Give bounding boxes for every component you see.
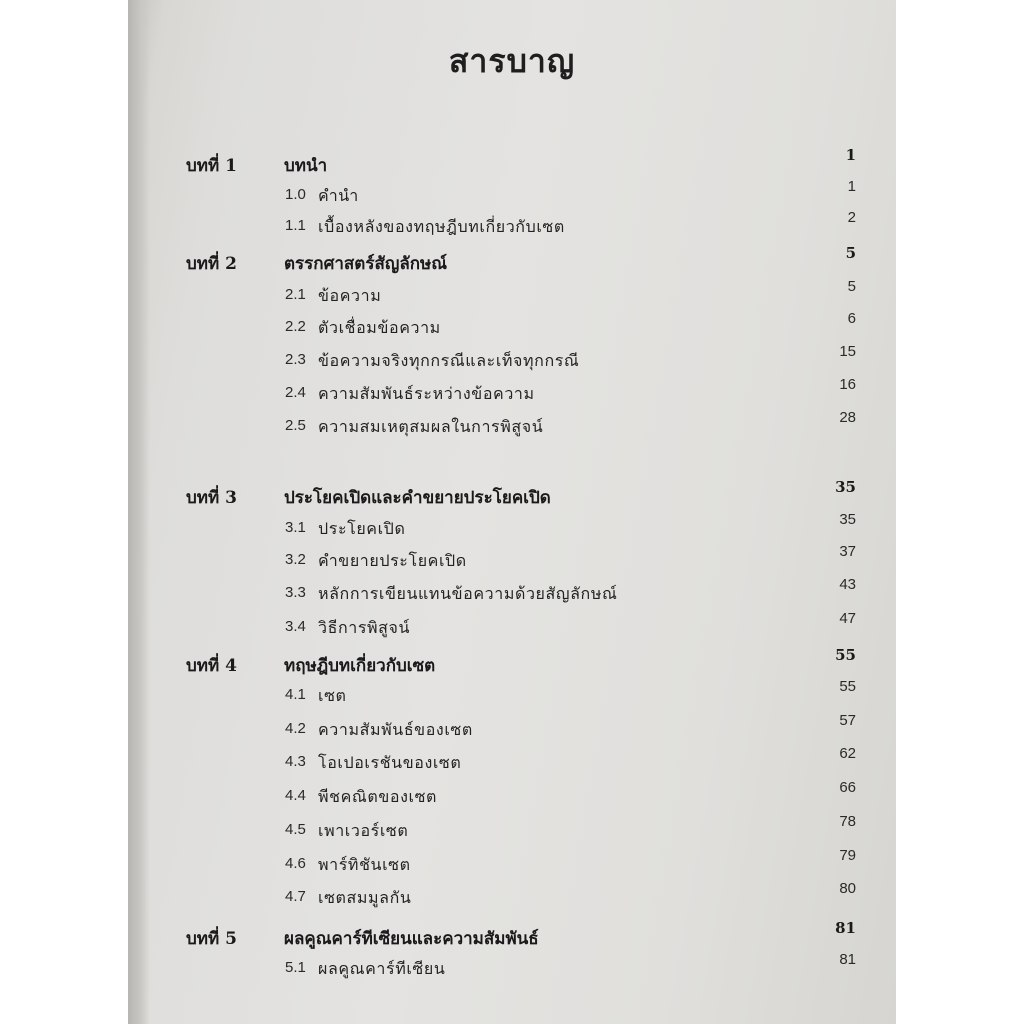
toc-section-3-1 [128,511,896,545]
chapter-title: ประโยคเปิดและคำขยายประโยคเปิด [284,488,551,508]
section-page: 15 [839,343,856,360]
section-number: 4.7 [285,888,306,905]
section-title: ความสัมพันธ์ระหว่างข้อความ [318,384,535,403]
toc-section-5-1 [128,951,896,985]
chapter-page: 35 [835,478,856,496]
section-title: ตัวเชื่อมข้อความ [318,318,441,337]
section-page: 28 [839,409,856,426]
toc-chapter-1 [128,146,896,180]
section-page: 37 [839,543,856,560]
chapter-title: บทนำ [284,156,328,176]
chapter-label: บทที่ 3 [186,488,237,508]
section-page: 16 [839,376,856,393]
page-title: สารบาญ [448,42,576,80]
toc-chapter-2 [128,244,896,278]
section-title: ข้อความ [318,286,382,305]
section-page: 57 [839,712,856,729]
chapter-title: ตรรกศาสตร์สัญลักษณ์ [284,254,448,274]
chapter-label: บทที่ 2 [186,254,237,274]
section-number: 2.2 [285,318,306,335]
section-number: 4.2 [285,720,306,737]
section-title: พีชคณิตของเซต [318,787,438,806]
toc-section-4-4 [128,779,896,813]
chapter-label: บทที่ 5 [186,929,237,949]
chapter-title: ผลคูณคาร์ทีเซียนและความสัมพันธ์ [284,929,539,949]
section-page: 79 [839,847,856,864]
section-title: หลักการเขียนแทนข้อความด้วยสัญลักษณ์ [318,584,618,603]
section-number: 4.6 [285,855,306,872]
book-page [128,0,896,1024]
section-title: ความสมเหตุสมผลในการพิสูจน์ [318,417,544,436]
section-title: โอเปอเรชันของเซต [318,753,462,772]
toc-chapter-5 [128,919,896,953]
toc-section-2-5 [128,409,896,443]
section-page: 43 [839,576,856,593]
toc-section-3-3 [128,576,896,610]
section-page: 62 [839,745,856,762]
section-number: 4.1 [285,686,306,703]
section-number: 3.1 [285,519,306,536]
chapter-page: 55 [835,646,856,664]
section-page: 35 [839,511,856,528]
section-title: คำขยายประโยคเปิด [318,551,467,570]
section-number: 4.4 [285,787,306,804]
toc-section-2-2 [128,310,896,344]
section-page: 81 [839,951,856,968]
section-title: คำนำ [318,186,359,205]
section-page: 47 [839,610,856,627]
section-number: 3.4 [285,618,306,635]
chapter-page: 81 [835,919,856,937]
toc-section-1-0 [128,178,896,212]
section-title: เบื้องหลังของทฤษฎีบทเกี่ยวกับเซต [318,217,565,236]
section-title: ผลคูณคาร์ทีเซียน [318,959,446,978]
section-page: 2 [847,209,856,226]
section-number: 4.3 [285,753,306,770]
chapter-page: 1 [845,146,856,164]
section-number: 2.3 [285,351,306,368]
section-page: 5 [847,278,856,295]
section-title: เซต [318,686,347,705]
section-number: 2.1 [285,286,306,303]
section-page: 55 [839,678,856,695]
toc-chapter-4 [128,646,896,680]
section-page: 78 [839,813,856,830]
section-title: วิธีการพิสูจน์ [318,618,411,637]
section-number: 1.0 [285,186,306,203]
chapter-title: ทฤษฎีบทเกี่ยวกับเซต [284,656,436,676]
section-number: 1.1 [285,217,306,234]
section-title: เพาเวอร์เซต [318,821,409,840]
section-number: 2.4 [285,384,306,401]
section-page: 66 [839,779,856,796]
section-page: 80 [839,880,856,897]
section-number: 4.5 [285,821,306,838]
toc-section-2-4 [128,376,896,410]
toc-section-4-3 [128,745,896,779]
chapter-page: 5 [845,244,856,262]
toc-section-2-3 [128,343,896,377]
section-number: 2.5 [285,417,306,434]
toc-section-4-6 [128,847,896,881]
toc-section-3-4 [128,610,896,644]
section-title: ข้อความจริงทุกกรณีและเท็จทุกกรณี [318,351,580,370]
section-title: ประโยคเปิด [318,519,406,538]
section-number: 3.3 [285,584,306,601]
section-title: ความสัมพันธ์ของเซต [318,720,473,739]
section-number: 5.1 [285,959,306,976]
toc-section-4-5 [128,813,896,847]
section-page: 1 [847,178,856,195]
toc-chapter-3 [128,478,896,512]
section-page: 6 [847,310,856,327]
chapter-label: บทที่ 1 [186,156,237,176]
toc-section-2-1 [128,278,896,312]
section-number: 3.2 [285,551,306,568]
chapter-label: บทที่ 4 [186,656,237,676]
toc-section-1-1 [128,209,896,243]
toc-section-3-2 [128,543,896,577]
toc-section-4-2 [128,712,896,746]
toc-section-4-1 [128,678,896,712]
toc-section-4-7 [128,880,896,914]
section-title: พาร์ทิชันเซต [318,855,411,874]
section-title: เซตสมมูลกัน [318,888,412,907]
